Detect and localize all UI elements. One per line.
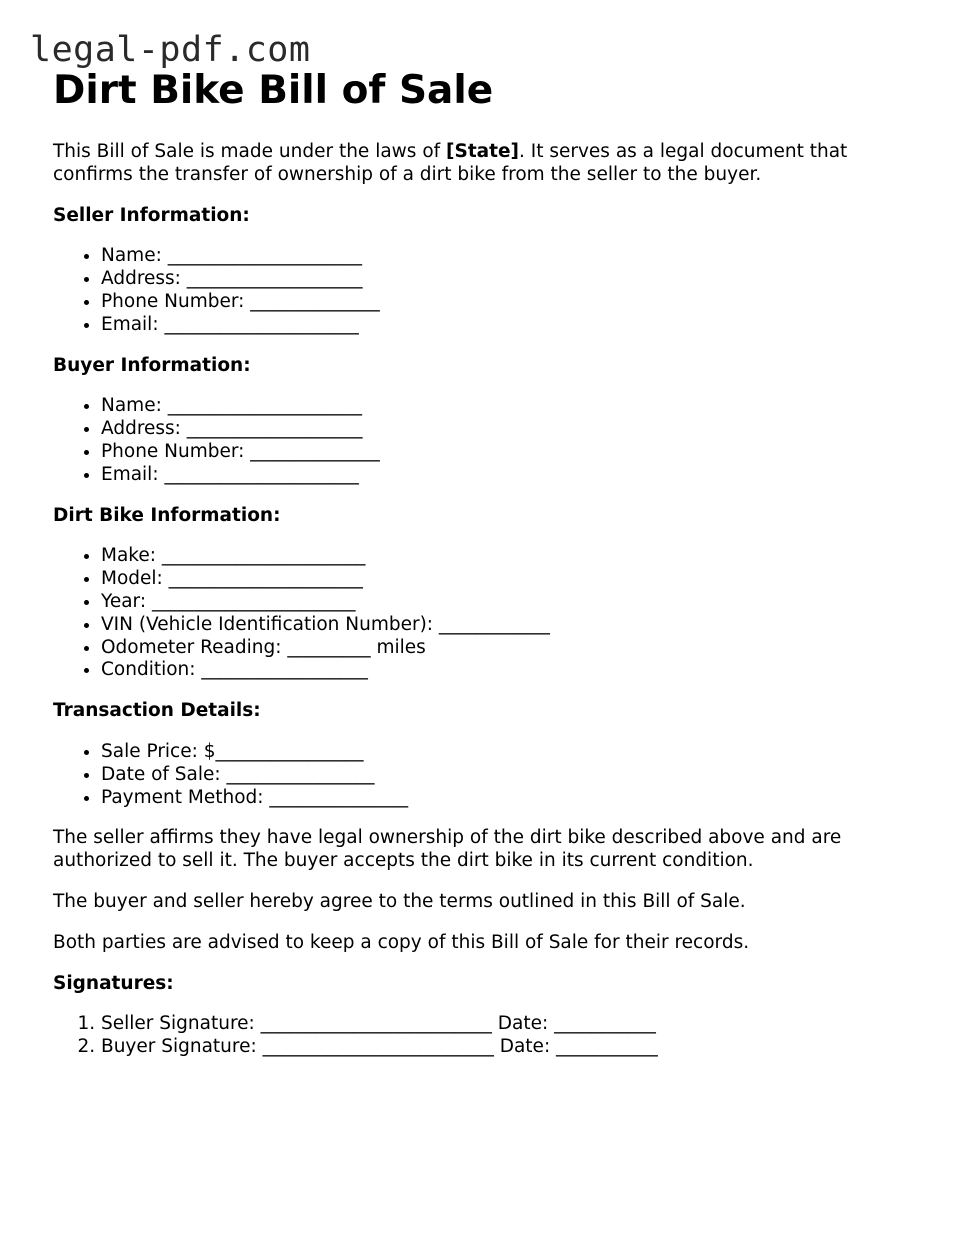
payment-method-field[interactable]: • Payment Method: _______________ [101, 787, 923, 810]
seller-address-field[interactable]: • Address: ___________________ [101, 268, 923, 291]
ownership-paragraph: The seller affirms they have legal ownership of the dirt bike described above and are authorized to sell it. The buyer accepts the dirt bike in its current condition. [53, 827, 842, 872]
intro-text-after: . It serves as a legal document that confirms the transfer of ownership of a dirt bike from the seller to the buyer. [53, 141, 848, 185]
records-paragraph: Both parties are advised to keep a copy of this Bill of Sale for their records. [53, 931, 750, 953]
transaction-section-heading: Transaction Details: [53, 700, 261, 722]
sale-date-field[interactable]: • Date of Sale: ________________ [101, 764, 923, 787]
buyer-signature-line[interactable]: 2. Buyer Signature: _________________________ Date: ___________ [101, 1036, 923, 1059]
state-placeholder: [State] [446, 141, 519, 162]
intro-paragraph [53, 141, 923, 187]
transaction-info-list [53, 741, 923, 809]
signatures-list [53, 1013, 923, 1059]
agreement-paragraph: The buyer and seller hereby agree to the terms outlined in this Bill of Sale. [53, 890, 746, 912]
seller-info-list [53, 245, 923, 336]
intro-text-before: This Bill of Sale is made under the laws of [53, 141, 447, 162]
buyer-info-list [53, 395, 923, 486]
seller-signature-line[interactable]: 1. Seller Signature: _________________________ Date: ___________ [101, 1013, 923, 1036]
bike-make-field[interactable]: • Make: ______________________ [101, 545, 923, 568]
page-title: Dirt Bike Bill of Sale [53, 68, 494, 113]
bike-year-field[interactable]: • Year: ______________________ [101, 591, 923, 614]
seller-section-heading: Seller Information: [53, 204, 250, 226]
buyer-address-field[interactable]: • Address: ___________________ [101, 418, 923, 441]
buyer-name-field[interactable]: • Name: _____________________ [101, 395, 923, 418]
seller-phone-field[interactable]: • Phone Number: ______________ [101, 291, 923, 314]
document-page [53, 66, 923, 1059]
seller-email-field[interactable]: • Email: _____________________ [101, 314, 923, 337]
bike-info-list [53, 545, 923, 682]
sale-price-field[interactable]: • Sale Price: $________________ [101, 741, 923, 764]
seller-name-field[interactable]: • Name: _____________________ [101, 245, 923, 268]
bike-odometer-field[interactable]: • Odometer Reading: _________ miles [101, 637, 923, 660]
buyer-phone-field[interactable]: • Phone Number: ______________ [101, 441, 923, 464]
buyer-email-field[interactable]: • Email: _____________________ [101, 464, 923, 487]
bike-model-field[interactable]: • Model: _____________________ [101, 568, 923, 591]
signatures-section-heading: Signatures: [53, 972, 174, 994]
watermark-logo: legal-pdf.com [30, 30, 311, 70]
buyer-section-heading: Buyer Information: [53, 354, 251, 376]
bike-condition-field[interactable]: • Condition: __________________ [101, 659, 923, 682]
bike-vin-field[interactable]: • VIN (Vehicle Identification Number): ____________ [101, 614, 923, 637]
bike-section-heading: Dirt Bike Information: [53, 504, 281, 526]
